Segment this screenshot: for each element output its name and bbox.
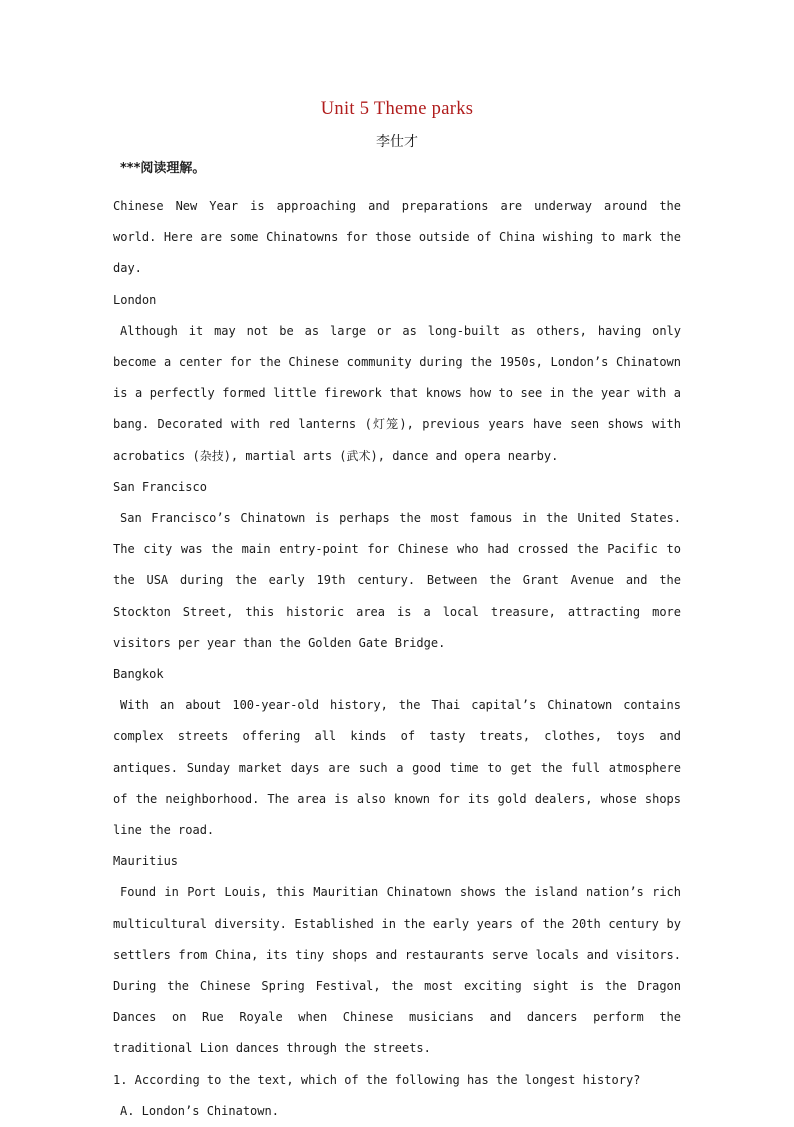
passage-heading-bangkok: Bangkok <box>113 667 164 682</box>
question-text: 1. According to the text, which of the following has the longest history? <box>113 1072 641 1087</box>
passage-heading-mauritius: Mauritius <box>113 854 179 869</box>
document-body <box>113 191 681 1127</box>
passage-text-mauritius: Found in Port Louis, this Mauritian Chinatown shows the island nation’s rich multicultural diversity. Established in the early years of the 20th century by settlers from China, its tiny shops and restaurants serve locals and visitors. During the Chinese Spring Festival, the most exciting sight is the Dragon Dances on Rue Royale when Chinese musicians and dancers perform the traditional Lion dances through the streets. <box>113 885 681 1056</box>
passage-text-san-francisco: San Francisco’s Chinatown is perhaps the most famous in the United States. The city was the main entry-point for Chinese who had crossed the Pacific to the USA during the early 19th century. Between the Grant Avenue and the Stockton Street, this historic area is a local treasure, attracting more visitors per year than the Golden Gate Bridge. <box>113 511 681 650</box>
section-label: ***阅读理解。 <box>120 161 206 176</box>
passage-text-london: Although it may not be as large or as long-built as others, having only become a center for the Chinese community during the 1950s, London’s Chinatown is a perfectly formed little firework that knows how to see in the year with a bang. Decorated with red lanterns (灯笼), previous years have seen shows with acrobatics (杂技), martial arts (武术), dance and opera nearby. <box>113 323 681 463</box>
passage-heading-london: London <box>113 292 157 307</box>
author-name: 李仕才 <box>376 134 418 150</box>
passage-text-bangkok: With an about 100-year-old history, the Thai capital’s Chinatown contains complex streets offering all kinds of tasty treats, clothes, toys and antiques. Sunday market days are such a good time to get the full atmosphere of the neighborhood. The area is also known for its gold dealers, whose shops line the road. <box>113 698 681 838</box>
question-option-a: A. London’s Chinatown. <box>120 1103 279 1118</box>
passage-heading-san-francisco: San Francisco <box>113 479 207 494</box>
page-title: Unit 5 Theme parks <box>320 99 474 119</box>
intro-paragraph: Chinese New Year is approaching and preparations are underway around the world. Here are some Chinatowns for those outside of China wishing to mark the day. <box>113 199 681 276</box>
